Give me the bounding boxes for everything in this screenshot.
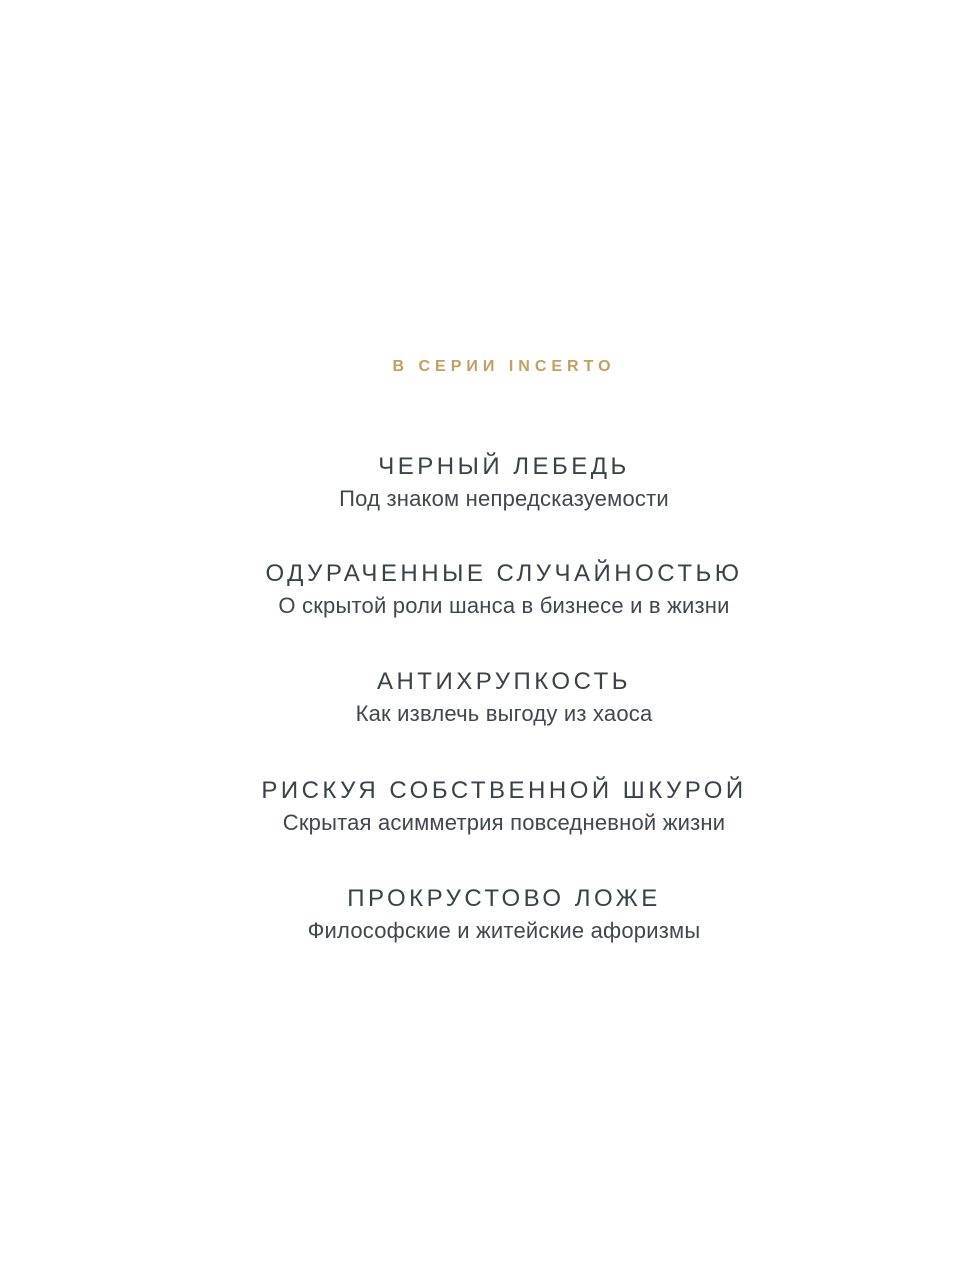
book-subtitle: Под знаком непредсказуемости [339, 486, 669, 511]
book-title: РИСКУЯ СОБСТВЕННОЙ ШКУРОЙ [261, 777, 747, 804]
book-subtitle: Скрытая асимметрия повседневной жизни [282, 810, 726, 835]
book-subtitle: О скрытой роли шанса в бизнесе и в жизни [278, 593, 730, 618]
book-title: ЧЕРНЫЙ ЛЕБЕДЬ [378, 453, 630, 480]
series-header: В СЕРИИ INCERTO [392, 358, 616, 375]
book-subtitle: Философские и житейские афоризмы [307, 918, 701, 943]
book-entry-black-swan [26, 450, 956, 514]
book-title: ПРОКРУСТОВО ЛОЖЕ [347, 885, 661, 912]
book-entry-fooled-by-randomness [26, 557, 956, 621]
book-subtitle: Как извлечь выгоду из хаоса [355, 701, 653, 726]
book-title: АНТИХРУПКОСТЬ [376, 668, 632, 695]
book-entry-bed-of-procrustes [26, 882, 956, 946]
book-title: ОДУРАЧЕННЫЕ СЛУЧАЙНОСТЬЮ [265, 560, 743, 587]
book-entry-antifragile [26, 665, 956, 729]
book-entry-skin-in-the-game [26, 774, 956, 838]
